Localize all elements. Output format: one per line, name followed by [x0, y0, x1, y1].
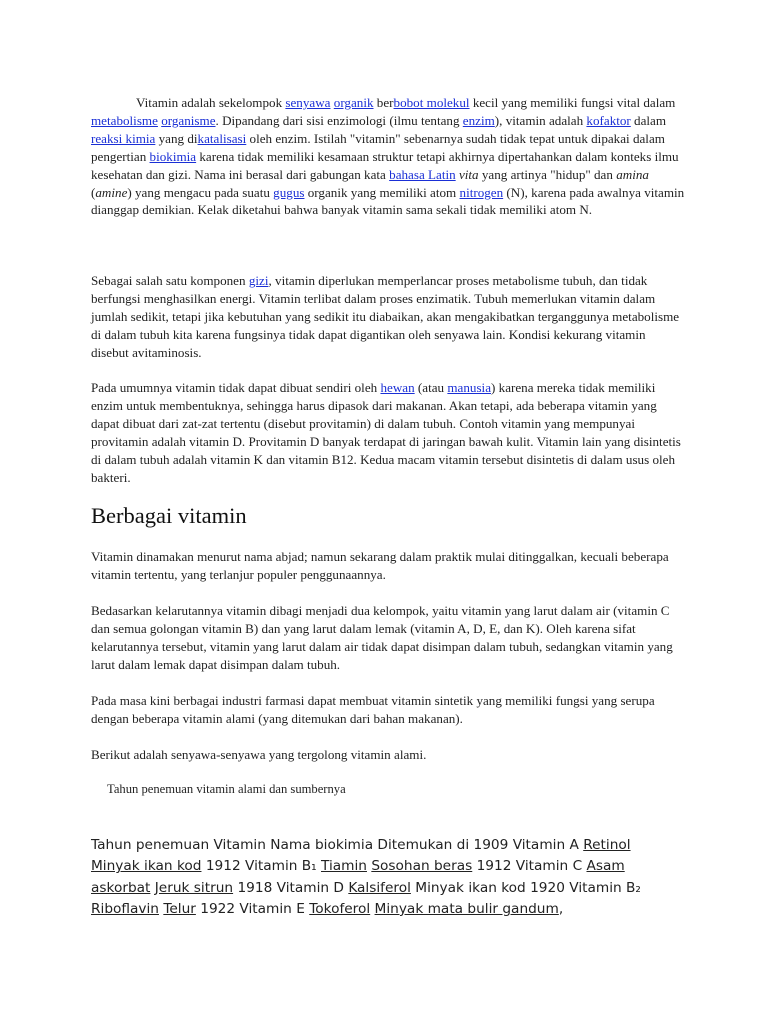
- link-biokimia[interactable]: biokimia: [149, 148, 197, 164]
- link-tiamin[interactable]: Tiamin: [321, 858, 367, 875]
- link-bahasa-latin[interactable]: bahasa Latin: [389, 166, 456, 182]
- text: yang di: [155, 130, 198, 146]
- text: kecil yang memiliki fungsi vital dalam: [469, 95, 676, 110]
- text: (N), karena pada awalnya vitamin dianggap demikian. Kelak diketahui bahwa banyak vitamin sama sekali tidak memiliki atom N.: [91, 184, 685, 218]
- link-bobot-molekul[interactable]: bobot molekul: [393, 95, 470, 110]
- link-metabolisme[interactable]: metabolisme: [91, 112, 158, 128]
- italic-term: amina: [616, 166, 649, 182]
- link-kofaktor[interactable]: kofaktor: [586, 112, 631, 128]
- text: , vitamin diperlukan memperlancar proses metabolisme tubuh, dan tidak berfungsi menghasilkan energi. Vitamin terlibat dalam proses enzimatik. Tubuh memerlukan vitamin dalam jumlah sedikit, tetapi jika kebutuhan yang sedikit itu diabaikan, akan mengakibatkan terganggunya metabolisme di dalam tubuh kita karena fungsinya tidak dapat digantikan oleh senyawa lain. Kondisi kekurang vitamin disebut avitaminosis.: [91, 273, 680, 360]
- link-riboflavin[interactable]: Riboflavin: [91, 900, 159, 917]
- link-enzim[interactable]: enzim: [462, 112, 495, 128]
- link-gizi[interactable]: gizi: [248, 273, 269, 288]
- text: (: [91, 184, 96, 200]
- link-tokoferol[interactable]: Tokoferol: [309, 900, 371, 917]
- list-intro-paragraph: Berikut adalah senyawa-senyawa yang tergolong vitamin alami.: [91, 747, 427, 762]
- text: (atau: [414, 380, 448, 395]
- text: 1918 Vitamin D: [233, 879, 349, 896]
- text: . Dipandang dari sisi enzimologi (ilmu tentang: [215, 112, 463, 128]
- text: karena tidak memiliki kesamaan struktur tetapi akhirnya dipertahankan dalam konteks ilmu kesehatan dan gizi. Nama ini berasal dari gabungan kata: [91, 148, 679, 182]
- link-minyak-mata-bulir-gandum[interactable]: Minyak mata bulir gandum: [374, 900, 559, 917]
- link-organisme[interactable]: organisme: [161, 112, 216, 128]
- text: ) karena mereka tidak memiliki enzim untuk membentuknya, sehingga harus dipasok dari makanan. Akan tetapi, ada beberapa vitamin yang dapat dibuat dari zat-zat tertentu (disebut provitamin) di dalam tubuh. Contoh vitamin yang mempunyai provitamin adalah vitamin D. Provitamin D banyak terdapat di jaringan bawah kulit. Vitamin lain yang disintetis di dalam tubuh adalah vitamin K dan vitamin B12. Kedua macam vitamin tersebut disintetis di dalam usus oleh bakteri.: [91, 380, 681, 485]
- naming-paragraph: Vitamin dinamakan menurut nama abjad; namun sekarang dalam praktik mulai ditinggalkan, kecuali beberapa vitamin tertentu, yang terlanjur populer penggunaannya.: [91, 549, 669, 582]
- link-gugus[interactable]: gugus: [273, 184, 305, 200]
- link-telur[interactable]: Telur: [163, 900, 196, 917]
- link-organik[interactable]: organik: [333, 95, 374, 110]
- link-jeruk-sitrun[interactable]: Jeruk sitrun: [154, 879, 234, 896]
- italic-term: amine: [95, 184, 128, 200]
- text: ,: [558, 900, 564, 917]
- link-asam-askorbat[interactable]: Asam askorbat: [91, 858, 625, 896]
- section-heading: Berbagai vitamin: [91, 503, 247, 528]
- text: ), vitamin adalah: [494, 112, 587, 128]
- link-katalisasi[interactable]: katalisasi: [197, 130, 247, 146]
- text: 1912 Vitamin C: [472, 858, 587, 875]
- text: Tahun penemuan Vitamin Nama biokimia Ditemukan di 1909 Vitamin A: [91, 837, 584, 853]
- text: dalam: [630, 112, 667, 128]
- text: Minyak ikan kod 1920 Vitamin B₂: [410, 879, 641, 896]
- text: Pada umumnya vitamin tidak dapat dibuat sendiri oleh: [91, 380, 381, 395]
- link-kalsiferol[interactable]: Kalsiferol: [348, 879, 411, 896]
- link-hewan[interactable]: hewan: [380, 380, 415, 395]
- text: ber: [373, 95, 394, 110]
- link-manusia[interactable]: manusia: [447, 380, 492, 395]
- link-minyak-ikan-kod[interactable]: Minyak ikan kod: [91, 858, 202, 875]
- solubility-paragraph: Bedasarkan kelarutannya vitamin dibagi menjadi dua kelompok, yaitu vitamin yang larut dalam air (vitamin C dan semua golongan vitamin B) dan yang larut dalam lemak (vitamin A, D, E, dan K). Oleh karena sifat kelarutannya tersebut, vitamin yang larut dalam air tidak dapat disimpan dalam tubuh, sedangkan vitamin yang larut dalam lemak dapat disimpan dalam tubuh.: [91, 603, 673, 672]
- text: 1912 Vitamin B₁: [201, 858, 322, 875]
- text: ) yang mengacu pada suatu: [127, 184, 274, 200]
- nutrition-paragraph: [91, 272, 686, 362]
- provitamin-paragraph: [91, 379, 686, 486]
- link-retinol[interactable]: Retinol: [583, 837, 631, 853]
- italic-term: vita: [458, 166, 479, 182]
- text: yang artinya "hidup" dan: [478, 166, 617, 182]
- intro-paragraph: [91, 94, 686, 219]
- text: Vitamin adalah sekelompok: [136, 95, 286, 110]
- link-reaksi-kimia[interactable]: reaksi kimia: [91, 130, 156, 146]
- link-sosohan-beras[interactable]: Sosohan beras: [371, 858, 473, 875]
- text: organik yang memiliki atom: [304, 184, 460, 200]
- synthetic-paragraph: Pada masa kini berbagai industri farmasi dapat membuat vitamin sintetik yang memiliki fungsi yang serupa dengan beberapa vitamin alami (yang ditemukan dari bahan makanan).: [91, 693, 655, 726]
- link-senyawa[interactable]: senyawa: [285, 95, 331, 110]
- vitamin-table-text: [91, 835, 671, 920]
- link-nitrogen[interactable]: nitrogen: [459, 184, 504, 200]
- text: oleh enzim. Istilah "vitamin" sebenarnya sudah tidak tepat untuk dipakai dalam pengertian: [91, 130, 665, 164]
- text: Sebagai salah satu komponen: [91, 273, 249, 288]
- table-caption: Tahun penemuan vitamin alami dan sumbernya: [107, 782, 346, 796]
- text: 1922 Vitamin E: [195, 900, 310, 917]
